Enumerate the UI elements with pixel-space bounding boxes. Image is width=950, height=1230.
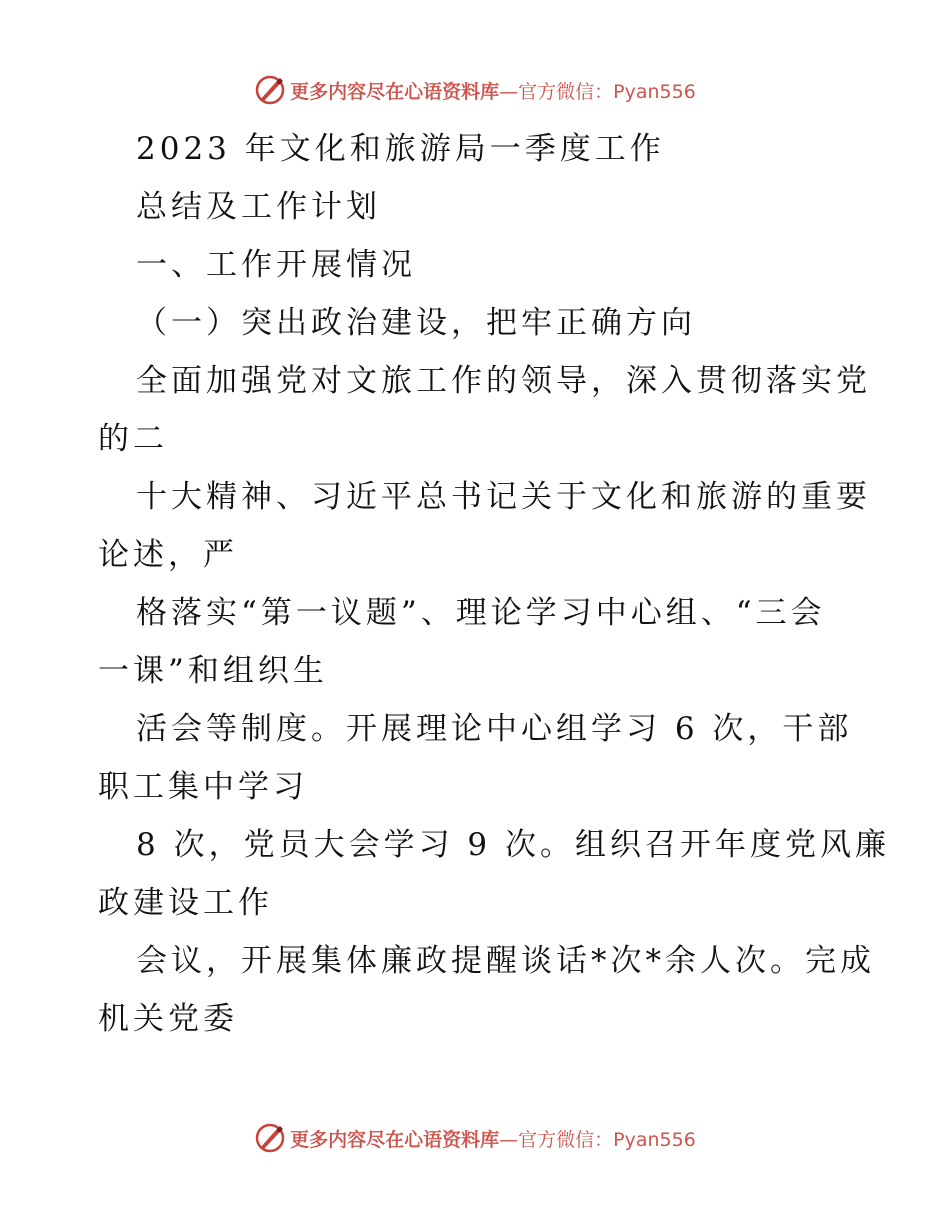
doc-title-line-2: 总结及工作计划 [136,189,381,225]
paragraph-line: 政建设工作 [98,885,273,921]
paragraph-line: 职工集中学习 [98,769,308,805]
watermark-text: 更多内容尽在心语资料库—官方微信：Pyan556 [290,80,696,103]
paragraph-line: 论述，严 [98,537,238,573]
pen-logo-icon [254,74,286,106]
paragraph-line: 机关党委 [98,1001,238,1037]
paragraph-line: 格落实“第一议题”、理论学习中心组、“三会 [136,595,826,631]
watermark-text: 更多内容尽在心语资料库—官方微信：Pyan556 [290,1128,696,1151]
footer-watermark [0,1118,950,1158]
paragraph-line: 全面加强党对文旅工作的领导，深入贯彻落实党 [136,363,871,399]
paragraph-line: 的二 [98,421,168,457]
subsection-heading: （一）突出政治建设，把牢正确方向 [136,305,696,341]
doc-title-line-1: 2023 年文化和旅游局一季度工作 [136,131,665,167]
section-heading: 一、工作开展情况 [136,247,416,283]
paragraph-line: 十大精神、习近平总书记关于文化和旅游的重要 [136,479,871,515]
pen-logo-icon [254,1122,286,1154]
document-body [98,120,891,1048]
paragraph-line: 8 次，党员大会学习 9 次。组织召开年度党风廉 [136,827,891,863]
header-watermark [0,70,950,110]
paragraph-line: 活会等制度。开展理论中心组学习 6 次，干部 [136,711,853,747]
paragraph-line: 会议，开展集体廉政提醒谈话*次*余人次。完成 [136,943,875,979]
paragraph-line: 一课”和组织生 [98,653,328,689]
